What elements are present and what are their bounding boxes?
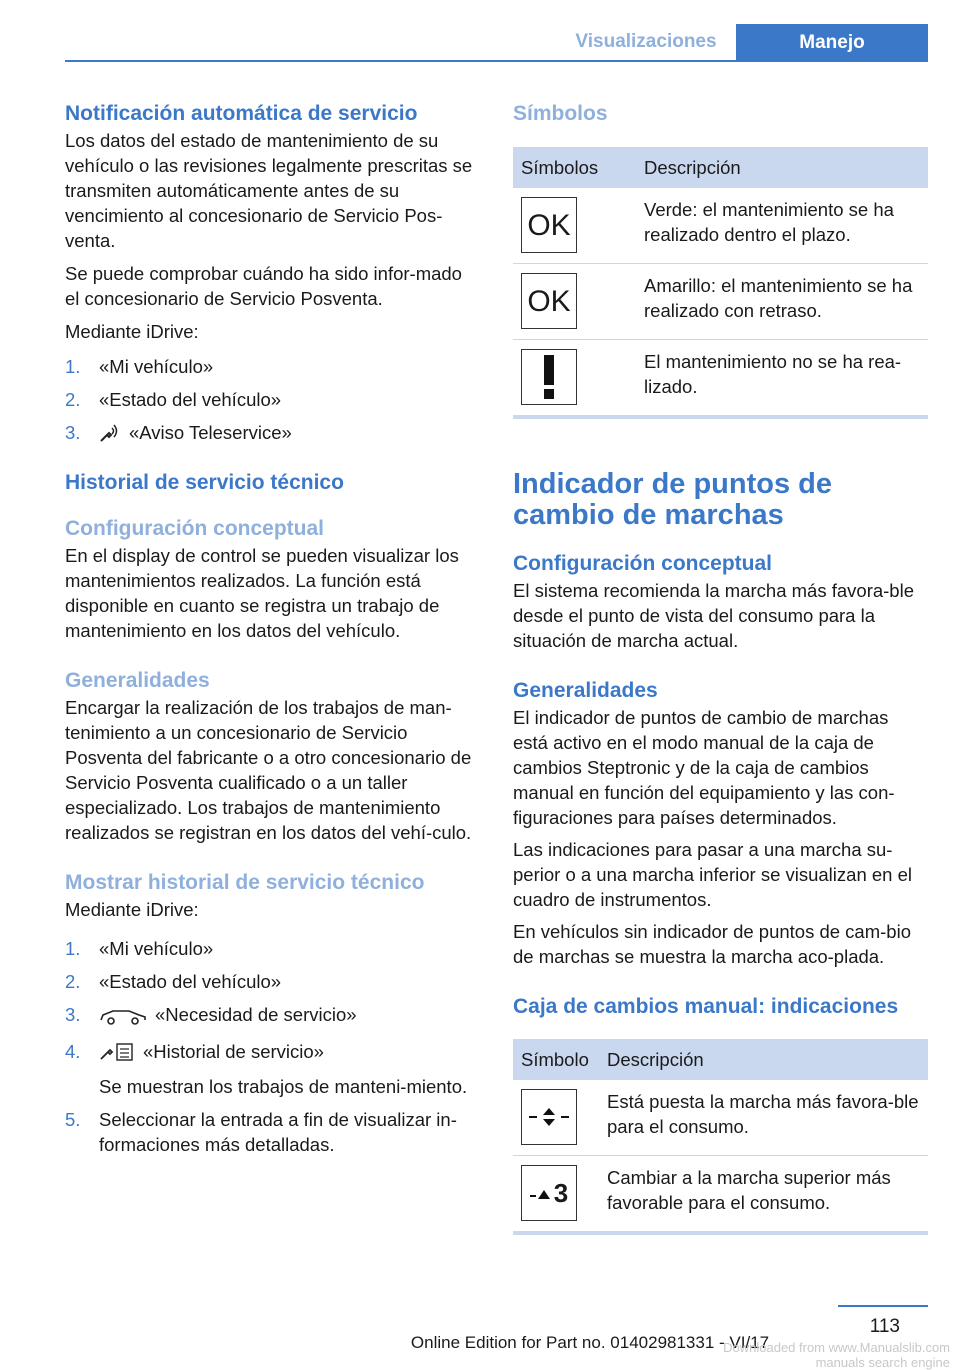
page-number: 113 [869, 1316, 900, 1337]
symbols-table [513, 147, 928, 419]
left-column [65, 100, 477, 1165]
service-history-icon [99, 1042, 135, 1068]
ok-yellow-icon: OK [521, 273, 577, 329]
notif-steps [65, 354, 477, 449]
section-title-notificacion: Notificación automática de servicio [65, 102, 418, 125]
table-row: OK Amarillo: el mantenimiento se ha realizado con retraso. [513, 264, 928, 340]
section-title-indicador: Indicador de puntos de cambio de marchas [513, 468, 833, 531]
table-header-row [513, 1039, 928, 1080]
indicator-general-paragraph-2: Las indicaciones para pasar a una marcha su‐perior o a una marcha inferior se visualizan en el cuadro de instrumentos. [513, 839, 912, 910]
notif-paragraph-2: Se puede comprobar cuándo ha sido infor‐mado el concesionario de Servicio Posventa. [65, 263, 462, 309]
watermark: Downloaded from www.Manualslib.com manuals search engine [723, 1340, 950, 1370]
subsection-title-mostrar: Mostrar historial de servicio técnico [65, 871, 425, 894]
subsection-title-generalidades-2: Generalidades [513, 679, 658, 702]
notif-paragraph-3: Mediante iDrive: [65, 321, 199, 342]
tab-visualizaciones[interactable]: Visualizaciones [575, 31, 717, 52]
footer-rule [838, 1305, 928, 1307]
indicator-config-paragraph: El sistema recomienda la marcha más favora‐ble desde el punto de vista del consumo para la situación de marcha actual. [513, 580, 914, 651]
subsection-title-manual: Caja de cambios manual: indicaciones [513, 995, 899, 1018]
header-rule [65, 60, 928, 62]
table-row: El mantenimiento no se ha rea‐lizado. [513, 340, 928, 418]
historial-steps [65, 936, 477, 1157]
table-row: Está puesta la marcha más favora‐ble para el consumo. [513, 1080, 928, 1156]
subsection-title-generalidades: Generalidades [65, 669, 210, 692]
indicator-general-paragraph-3: En vehículos sin indicador de puntos de cam‐bio de marchas se muestra la marcha aco‐plada. [513, 921, 911, 967]
table-row: OK Verde: el mantenimiento se ha realizado dentro el plazo. [513, 188, 928, 264]
historial-general-paragraph: Encargar la realización de los trabajos de man‐tenimiento a un concesionario de Servicio Posventa del fabricante o a otro concesionario de Servicio Posventa cualificado o a un taller especializado. Los trabajos de mantenimiento realizados se registran en los datos del vehí‐culo. [65, 697, 472, 843]
list-item: 2. «Estado del vehículo» [65, 971, 282, 992]
list-item: 3. «Aviso Teleservice» [65, 420, 477, 449]
section-title-historial: Historial de servicio técnico [65, 471, 344, 494]
shift-up-3-icon: 3 [521, 1165, 577, 1221]
list-item: 5. Seleccionar la entrada a fin de visualizar in‐formaciones más detalladas. [65, 1109, 457, 1155]
list-item: 1. «Mi vehículo» [65, 938, 214, 959]
right-column [513, 100, 928, 1235]
table-row: 3 Cambiar a la marcha superior más favorable para el consumo. [513, 1156, 928, 1234]
table-header-row [513, 147, 928, 188]
list-item: 1. «Mi vehículo» [65, 356, 214, 377]
historial-config-paragraph: En el display de control se pueden visualizar los mantenimientos realizados. La función está disponible en cuanto se registra un trabajo de mantenimiento en los datos del vehículo. [65, 545, 459, 641]
indicator-general-paragraph-1: El indicador de puntos de cambio de marchas está activo en el modo manual de la caja de cambios Steptronic y de la caja de cambios manual en función del equipamiento y las con‐figuraciones para países determinados. [513, 707, 895, 828]
tab-manejo[interactable]: Manejo [736, 24, 928, 62]
historial-show-paragraph: Mediante iDrive: [65, 899, 199, 920]
table-header: Símbolos [513, 147, 636, 188]
table-header: Símbolo [513, 1039, 599, 1080]
gear-table [513, 1039, 928, 1235]
list-item: 2. «Estado del vehículo» [65, 389, 282, 410]
table-header: Descripción [599, 1039, 928, 1080]
optimal-gear-icon [521, 1089, 577, 1145]
list-item: 3. «Necesidad de servicio» [65, 1002, 477, 1031]
list-item: 4. «Historial de servicio» Se muestran los trabajos de manteni‐miento. [65, 1041, 468, 1097]
subsection-title-config: Configuración conceptual [65, 517, 325, 540]
footer-edition: Online Edition for Part no. 01402981331 - VI/17 [410, 1333, 770, 1352]
table-header: Descripción [636, 147, 928, 188]
car-service-icon [99, 1006, 147, 1031]
teleservice-icon [99, 423, 121, 449]
section-title-simbolos: Símbolos [513, 102, 608, 125]
subsection-title-config-2: Configuración conceptual [513, 552, 773, 575]
ok-green-icon: OK [521, 197, 577, 253]
exclamation-icon [521, 349, 577, 405]
notif-paragraph-1: Los datos del estado de mantenimiento de su vehículo o las revisiones legalmente prescritas se transmiten automáticamente antes de su vencimiento al concesionario de Servicio Pos‐venta. [65, 130, 473, 251]
